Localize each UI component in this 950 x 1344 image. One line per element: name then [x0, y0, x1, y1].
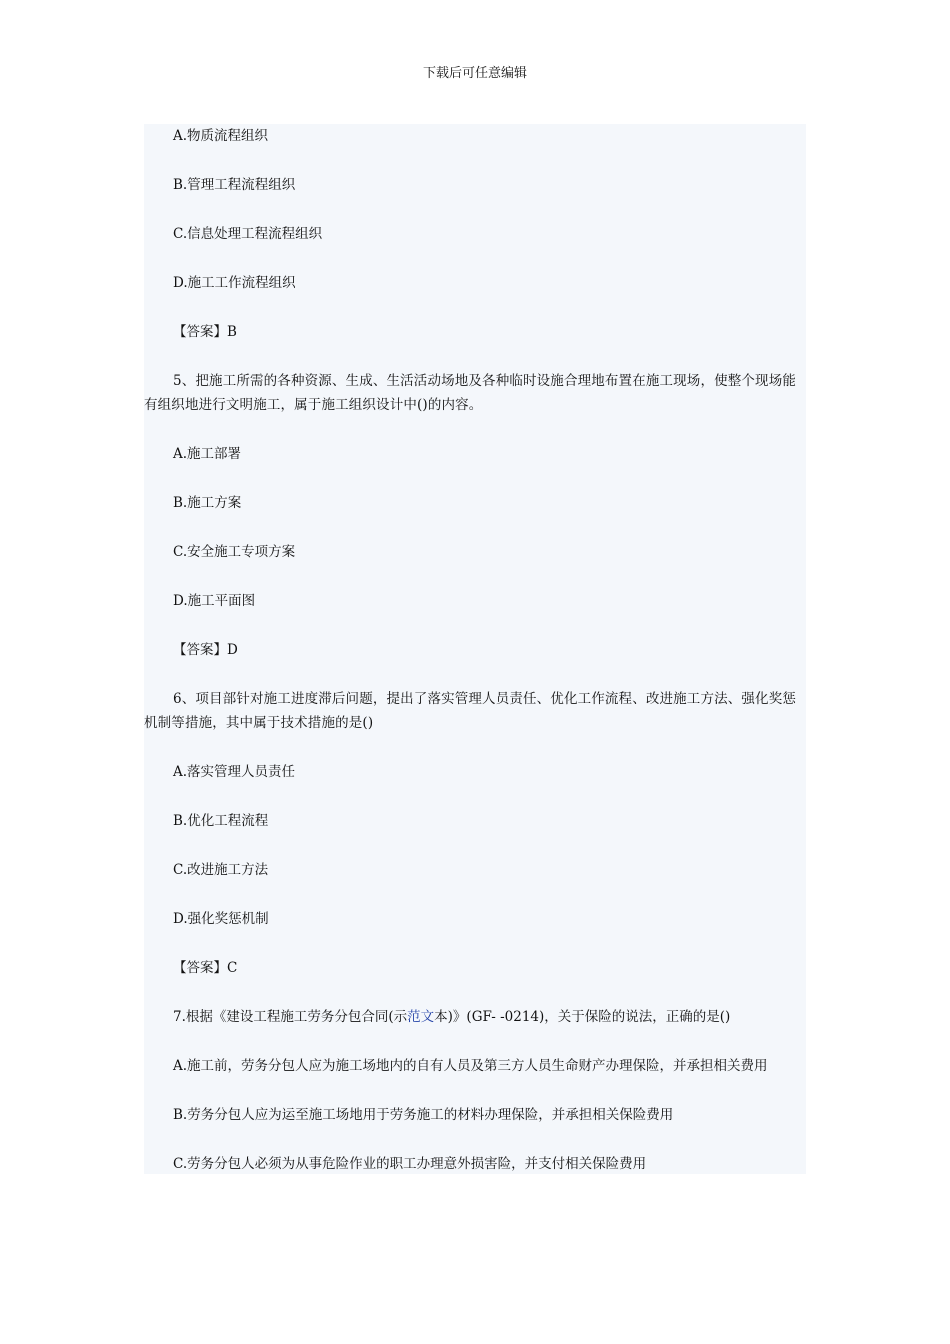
option-b: B.优化工程流程 [173, 813, 269, 829]
question-7-text-before: 7.根据《建设工程施工劳务分包合同(示 [173, 1009, 408, 1025]
answer: 【答案】C [173, 960, 238, 976]
fanwen-link[interactable]: 范文 [407, 1009, 435, 1025]
option-b: B.施工方案 [173, 495, 242, 511]
question-7-text-after: 本)》(GF- -0214)，关于保险的说法，正确的是() [434, 1009, 731, 1025]
option-a: A.落实管理人员责任 [173, 764, 296, 780]
option-d: D.施工平面图 [173, 593, 256, 609]
answer: 【答案】D [173, 642, 238, 658]
option-c: C.改进施工方法 [173, 862, 269, 878]
page-header: 下载后可任意编辑 [422, 66, 527, 81]
option-c: C.安全施工专项方案 [173, 544, 296, 560]
option-d: D.施工工作流程组织 [173, 275, 296, 291]
question-5: 5、把施工所需的各种资源、生成、生活活动场地及各种临时设施合理地布置在施工现场，使整个现场能有组织地进行文明施工，属于施工组织设计中()的内容。 [144, 373, 796, 413]
option-a: A.施工前，劳务分包人应为施工场地内的自有人员及第三方人员生命财产办理保险，并承担相关费用 [173, 1058, 768, 1074]
option-b: B.管理工程流程组织 [173, 177, 296, 193]
content-panel [144, 124, 806, 1174]
option-a: A.物质流程组织 [173, 128, 269, 144]
question-6: 6、项目部针对施工进度滞后问题，提出了落实管理人员责任、优化工作流程、改进施工方法、强化奖惩机制等措施，其中属于技术措施的是() [144, 691, 796, 731]
option-a: A.施工部署 [173, 446, 242, 462]
question-7 [144, 1005, 806, 1029]
option-b: B.劳务分包人应为运至施工场地用于劳务施工的材料办理保险，并承担相关保险费用 [173, 1107, 674, 1123]
option-d: D.强化奖惩机制 [173, 911, 269, 927]
option-c: C.信息处理工程流程组织 [173, 226, 323, 242]
answer: 【答案】B [173, 324, 237, 340]
option-c: C.劳务分包人必须为从事危险作业的职工办理意外损害险，并支付相关保险费用 [173, 1156, 647, 1172]
